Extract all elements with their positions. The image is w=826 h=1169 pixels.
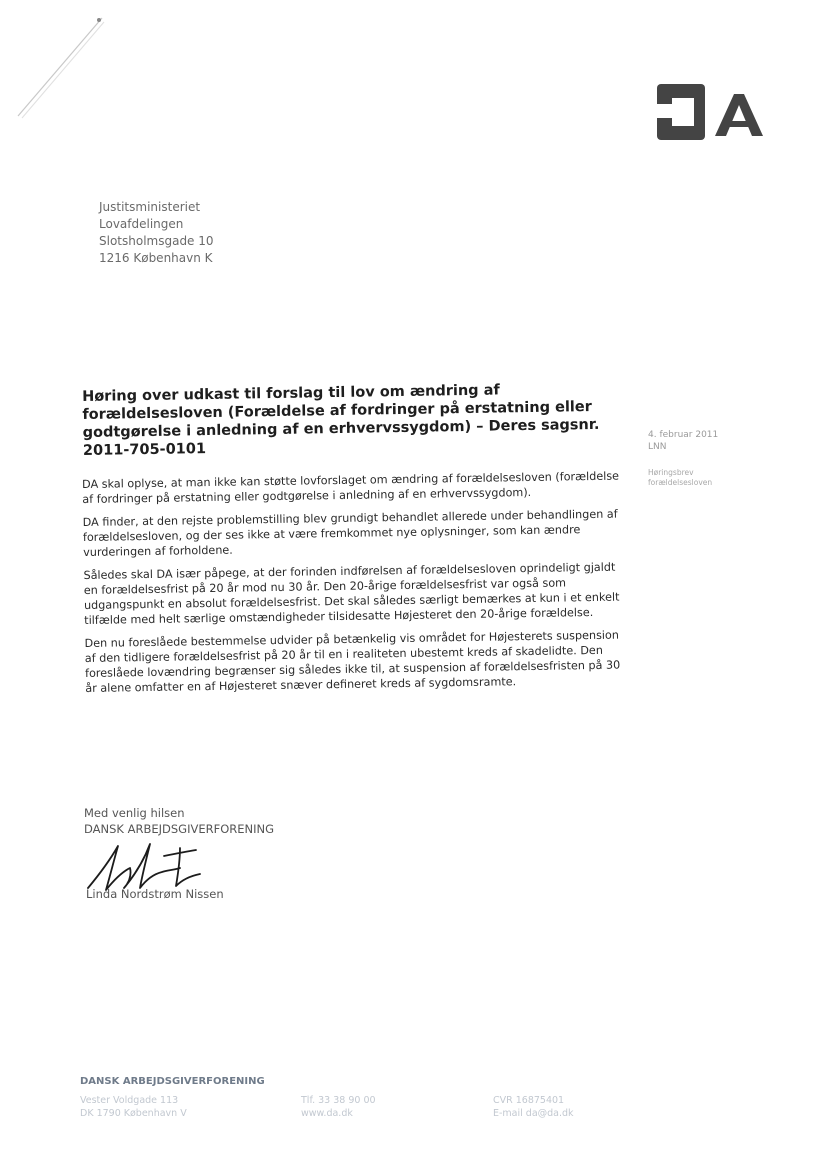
document-subject: forældelsesloven	[648, 478, 713, 487]
body-paragraph: DA finder, at den rejste problemstilling blev grundigt behandlet allerede under behandlingen af forældelsesloven, og der ses ikke at være fremkommet nye oplysninger, som kan ændre vurderingen af forholdene.	[82, 507, 618, 559]
footer-address-line: DK 1790 København V	[80, 1108, 187, 1119]
body-paragraph: Således skal DA især påpege, at der forinden indførelsen af forældelsesloven oprindeligt gjaldt en forældelsesfrist på 20 år mod nu 30 år. Den 20-årige forældelsesfrist var også som udgangspunkt en absolut forældelsesfrist. Det skal således særligt bemærkes at kun i et enkelt tilfælde med helt særlige omstændigheder tilsidesatte Højesteret den 20-årige forældelse.	[83, 560, 620, 627]
footer-address	[80, 1094, 187, 1120]
footer-email[interactable]: E-mail da@da.dk	[493, 1108, 574, 1119]
signer-name: Linda Nordstrøm Nissen	[86, 887, 224, 901]
footer-contact	[301, 1094, 376, 1120]
recipient-line: Lovafdelingen	[99, 217, 184, 231]
logo-text: DA	[655, 63, 678, 82]
body-paragraph: DA skal oplyse, at man ikke kan støtte lovforslaget om ændring af forældelsesloven (forældelse af fordringer på erstatning eller godtgørelse i anledning af en erhvervssygdom).	[82, 469, 620, 506]
footer-registration	[493, 1094, 574, 1120]
footer-address-line: Vester Voldgade 113	[80, 1095, 179, 1106]
letter-title: Høring over udkast til forslag til lov om ændring af forældelsesloven (Forældelse af fordringer på erstatning eller godtgørelse i anledning af en erhvervssygdom) – Deres sagsnr. 2011-705-0101	[82, 382, 600, 459]
footer-phone: Tlf. 33 38 90 00	[301, 1095, 376, 1106]
footer-website[interactable]: www.da.dk	[301, 1108, 353, 1119]
da-logo	[655, 63, 770, 144]
recipient-line: 1216 København K	[99, 251, 213, 265]
recipient-line: Justitsministeriet	[99, 200, 201, 214]
letter-date: 4. februar 2011	[648, 430, 719, 440]
author-initials: LNN	[648, 442, 667, 452]
recipient-line: Slotsholmsgade 10	[99, 234, 214, 248]
document-type: Høringsbrev	[648, 468, 694, 477]
footer-cvr: CVR 16875401	[493, 1095, 565, 1106]
body-paragraph: Den nu foreslåede bestemmelse udvider på betænkelig vis området for Højesterets suspension af den tidligere forældelsesfrist på 20 år til en i realiteten ubestemt kreds af skadelidte. Den foreslåede lovændring begrænser sig således ikke til, at suspension af forældelsesfristen på 30 år alene omfatter en af Højesteret snæver defineret kreds af sygdomsramte.	[84, 628, 621, 695]
folded-corner-mark	[0, 0, 110, 120]
letter-body	[82, 468, 630, 704]
footer-org-name: DANSK ARBEJDSGIVERFORENING	[80, 1076, 265, 1087]
closing-greeting: Med venlig hilsen	[84, 806, 185, 820]
footer-org	[80, 1076, 265, 1088]
closing-org: DANSK ARBEJDSGIVERFORENING	[84, 822, 275, 836]
recipient-address	[99, 199, 214, 267]
sidebar-info	[648, 429, 718, 488]
